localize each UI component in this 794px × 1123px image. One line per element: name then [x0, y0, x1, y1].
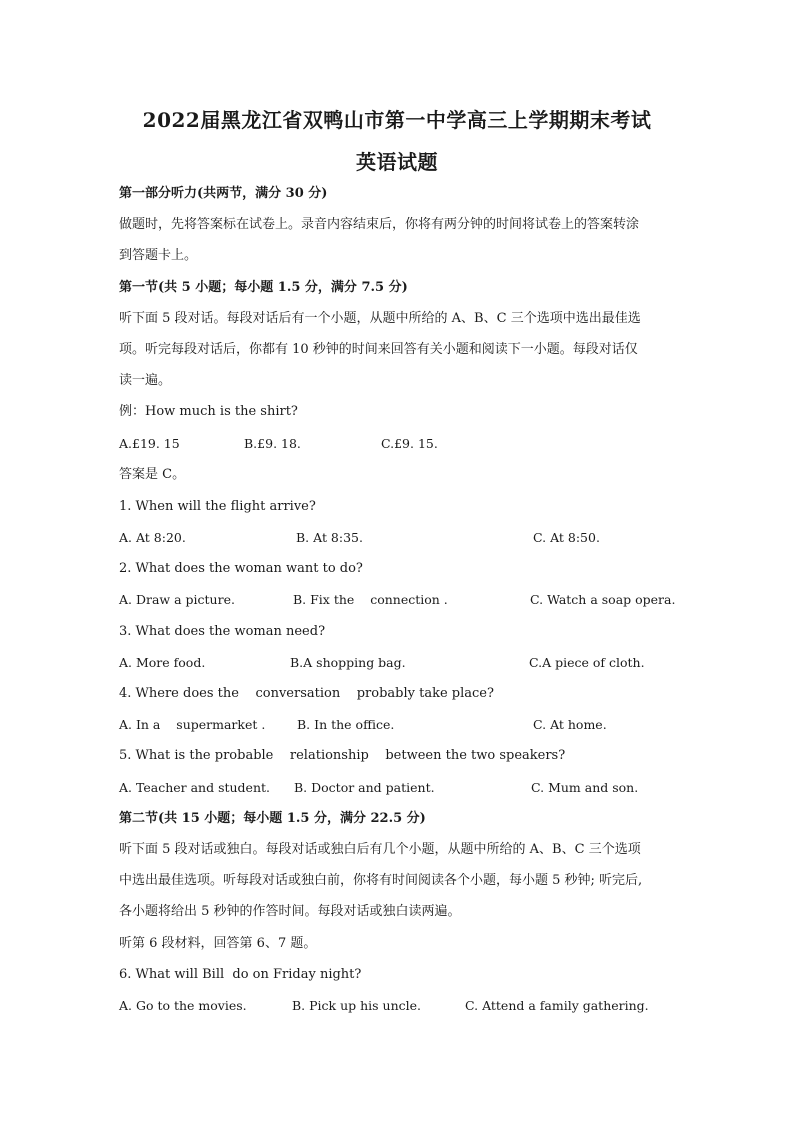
option-b: B. At 8:35.: [296, 530, 363, 545]
example-question: 例：How much is the shirt?: [119, 404, 298, 419]
option-a: A. More food.: [119, 655, 206, 670]
option-b: B. In the office.: [297, 717, 395, 732]
question-options: [0, 590, 794, 610]
section2-intro-line: 各小题将给出 5 秒钟的作答时间。每段对话或独白读两遍。: [119, 904, 461, 919]
option-c: C. At 8:50.: [533, 530, 600, 545]
part1-intro-line: 做题时，先将答案标在试卷上。录音内容结束后，你将有两分钟的时间将试卷上的答案转涂: [119, 217, 640, 232]
question-options: [0, 528, 794, 548]
material-instruction: 听第 6 段材料，回答第 6、7 题。: [119, 936, 317, 951]
question-text: 2. What does the woman want to do?: [119, 561, 363, 576]
section1-intro-line: 读一遍。: [119, 373, 172, 388]
example-options: [0, 434, 794, 454]
option-c: C.A piece of cloth.: [529, 655, 645, 670]
option-c: C. At home.: [533, 717, 607, 732]
section2-heading: 第二节(共 15 小题；每小题 1.5 分，满分 22.5 分): [119, 811, 426, 826]
option-c: C.£9. 15.: [381, 436, 438, 451]
option-c: C. Watch a soap opera.: [530, 592, 676, 607]
option-b: B.A shopping bag.: [290, 655, 406, 670]
option-a: A. Go to the movies.: [119, 998, 247, 1013]
part1-heading: 第一部分听力(共两节，满分 30 分): [119, 186, 328, 201]
option-b: B. Pick up his uncle.: [292, 998, 422, 1013]
option-a: A. Draw a picture.: [119, 592, 235, 607]
example-answer: 答案是 C。: [119, 467, 186, 482]
exam-subtitle: 英语试题: [356, 150, 438, 174]
question-options: [0, 996, 794, 1016]
question-text: 4. Where does the conversation probably take place?: [119, 686, 494, 701]
option-a: A. At 8:20.: [119, 530, 186, 545]
section1-intro-line: 听下面 5 段对话。每段对话后有一个小题，从题中所给的 A、B、C 三个选项中选出最佳选: [119, 311, 641, 326]
option-c: C. Mum and son.: [531, 780, 639, 795]
part1-intro-line: 到答题卡上。: [119, 248, 198, 263]
exam-title: 2022届黑龙江省双鸭山市第一中学高三上学期期末考试: [142, 108, 652, 132]
question-text: 5. What is the probable relationship between the two speakers?: [119, 748, 566, 763]
option-b: B.£9. 18.: [244, 436, 301, 451]
option-a: A. Teacher and student.: [119, 780, 271, 795]
question-text: 3. What does the woman need?: [119, 624, 326, 639]
section1-intro-line: 项。听完每段对话后，你都有 10 秒钟的时间来回答有关小题和阅读下一小题。每段对话仅: [119, 342, 638, 357]
question-options: [0, 778, 794, 798]
option-b: B. Doctor and patient.: [294, 780, 435, 795]
option-a: A. In a supermarket .: [119, 717, 266, 732]
option-a: A.£19. 15: [119, 436, 180, 451]
question-text: 1. When will the flight arrive?: [119, 499, 316, 514]
question-text: 6. What will Bill do on Friday night?: [119, 967, 362, 982]
section2-intro-line: 听下面 5 段对话或独白。每段对话或独白后有几个小题，从题中所给的 A、B、C 三个选项: [119, 842, 641, 857]
question-options: [0, 715, 794, 735]
option-b: B. Fix the connection .: [293, 592, 448, 607]
section2-intro-line: 中选出最佳选项。听每段对话或独白前，你将有时间阅读各个小题，每小题 5 秒钟; 听完后,: [119, 873, 643, 888]
question-options: [0, 653, 794, 673]
option-c: C. Attend a family gathering.: [465, 998, 649, 1013]
section1-heading: 第一节(共 5 小题；每小题 1.5 分，满分 7.5 分): [119, 280, 408, 295]
